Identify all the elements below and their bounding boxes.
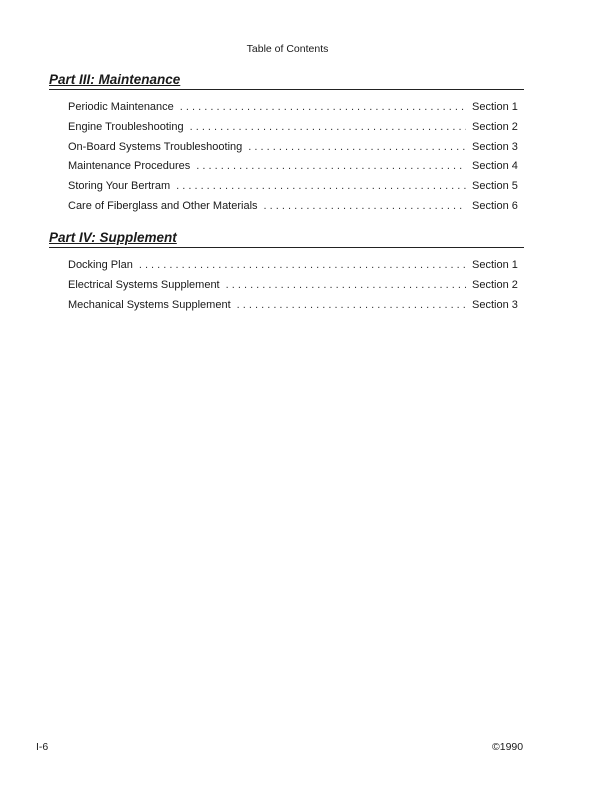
dot-leader xyxy=(226,279,466,291)
part-maintenance xyxy=(49,72,524,220)
toc-list xyxy=(49,259,524,318)
toc-entry-section: Section 3 xyxy=(472,140,518,153)
toc-entry-section: Section 4 xyxy=(472,160,518,173)
toc-entry-section: Section 2 xyxy=(472,278,518,291)
toc-entry[interactable] xyxy=(68,279,524,299)
toc-entry-title: On-Board Systems Troubleshooting xyxy=(68,140,243,153)
dot-leader xyxy=(264,200,466,212)
toc-entry-section: Section 5 xyxy=(472,180,518,193)
dot-leader xyxy=(248,141,466,153)
dot-leader xyxy=(237,299,466,311)
part-supplement xyxy=(49,230,524,318)
part-heading xyxy=(49,230,524,248)
dot-leader xyxy=(196,160,466,172)
toc-entry-section: Section 3 xyxy=(472,298,518,311)
part-heading xyxy=(49,72,524,90)
toc-entry-title: Care of Fiberglass and Other Materials xyxy=(68,199,258,212)
toc-entry[interactable] xyxy=(68,160,524,180)
dot-leader xyxy=(176,180,466,192)
toc-entry[interactable] xyxy=(68,180,524,200)
dot-leader xyxy=(180,101,466,113)
toc-entry-title: Engine Troubleshooting xyxy=(68,120,184,133)
toc-entry-title: Mechanical Systems Supplement xyxy=(68,298,231,311)
toc-entry[interactable] xyxy=(68,299,524,319)
toc-entry[interactable] xyxy=(68,101,524,121)
toc-entry-section: Section 6 xyxy=(472,199,518,212)
toc-entry-section: Section 1 xyxy=(472,101,518,113)
part-heading-label: Part IV: Supplement xyxy=(49,230,177,245)
toc-entry-section: Section 1 xyxy=(472,259,518,271)
toc-entry-title: Periodic Maintenance xyxy=(68,101,174,113)
page-title: Table of Contents xyxy=(246,43,329,55)
page-number: I-6 xyxy=(36,741,49,753)
toc-entry-title: Electrical Systems Supplement xyxy=(68,278,220,291)
dot-leader xyxy=(139,259,466,271)
toc-entry[interactable] xyxy=(68,200,524,220)
part-heading-label: Part III: Maintenance xyxy=(49,72,181,87)
copyright-notice: ©1990 xyxy=(492,741,524,753)
toc-entry-title: Storing Your Bertram xyxy=(68,180,171,193)
dot-leader xyxy=(190,121,466,133)
toc-entry-title: Docking Plan xyxy=(68,259,133,271)
toc-entry-section: Section 2 xyxy=(472,120,518,133)
toc-list xyxy=(49,101,524,220)
toc-entry[interactable] xyxy=(68,259,524,279)
toc-entry-title: Maintenance Procedures xyxy=(68,160,191,173)
toc-entry[interactable] xyxy=(68,121,524,141)
toc-entry[interactable] xyxy=(68,141,524,161)
